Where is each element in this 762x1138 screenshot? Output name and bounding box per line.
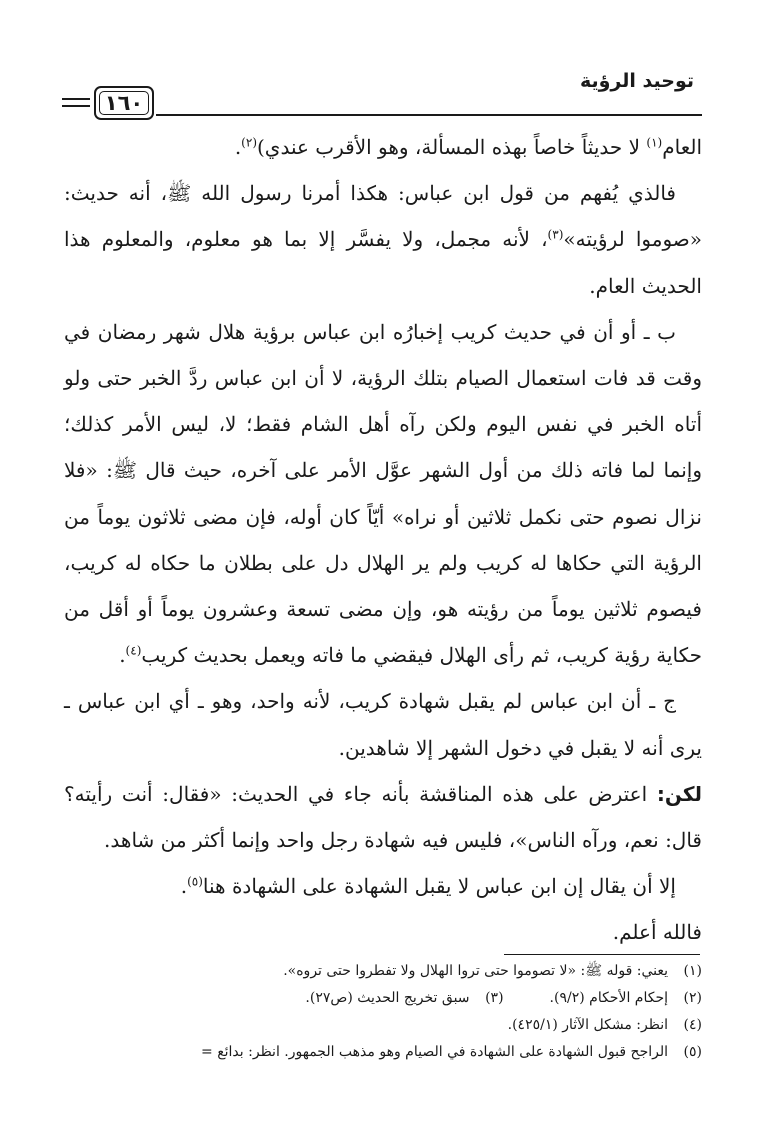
paragraph-lead: لكن: (656, 781, 702, 806)
text-run: فالذي يُفهم من قول ابن عباس: هكذا أمرنا رسول الله ﷺ، أنه حديث: «صوموا لرؤيته» (64, 181, 703, 252)
text-run: العام (662, 135, 702, 159)
footnote-ref-1: (١) (646, 135, 663, 150)
text-run: . (180, 874, 188, 899)
text-run: . (234, 135, 242, 159)
footnote-text: انظر: مشكل الآثار (٤٢٥/١). (507, 1017, 668, 1033)
footnote-ref-4: (٤) (125, 643, 142, 658)
text-run: لا حديثاً خاصاً بهذه المسألة، وهو الأقرب عندي) (257, 135, 647, 159)
paragraph-3 (64, 309, 702, 679)
text-run: . (119, 643, 126, 668)
footnote-ref-3: (٣) (547, 227, 564, 242)
paragraph-5 (64, 771, 702, 863)
footnote-text: الراجح قبول الشهادة على الشهادة في الصيام وهو مذهب الجمهور. انظر: بدائع = (201, 1044, 668, 1060)
footnote-4 (62, 1012, 702, 1039)
paragraph-6 (64, 863, 702, 909)
footnote-text: إحكام الأحكام (٩/٢). (549, 990, 668, 1006)
page-header (62, 68, 702, 118)
running-title: توحيد الرؤية (579, 70, 694, 92)
footnote-2 (62, 985, 702, 1012)
footnote-number: (٣) (485, 990, 504, 1006)
footnote-separator (504, 954, 700, 955)
footnote-5 (62, 1039, 702, 1066)
footnote-number: (١) (683, 963, 702, 979)
footnote-text: سبق تخريج الحديث (ص٢٧). (305, 990, 470, 1006)
paragraph-1 (64, 124, 702, 170)
paragraph-2 (64, 170, 702, 309)
footnote-ref-5: (٥) (187, 874, 203, 889)
footnote-1 (62, 958, 702, 985)
footnote-ref-2: (٢) (241, 135, 257, 150)
text-run: إلا أن يقال إن ابن عباس لا يقبل الشهادة على الشهادة هنا (202, 874, 676, 899)
text-run: ، لأنه مجمل، ولا يفسَّر إلا بما هو معلوم، والمعلوم هذا الحديث العام. (64, 227, 702, 298)
footnote-number: (٢) (683, 990, 702, 1006)
footnote-number: (٤) (683, 1017, 702, 1033)
paragraph-4: ج ـ أن ابن عباس لم يقبل شهادة كريب، لأنه واحد، وهو ـ أي ابن عباس ـ يرى أنه لا يقبل في دخول الشهر إلا شاهدين. (64, 689, 702, 760)
text-run: اعترض على هذه المناقشة بأنه جاء في الحديث: «فقال: أنت رأيته؟ قال: نعم، ورآه الناس»، فليس فيه شهادة رجل واحد وإنما أكثر من شاهد. (64, 781, 702, 853)
header-double-rule (62, 98, 90, 107)
footnotes (62, 958, 702, 1066)
page-number: ١٦٠ (94, 86, 154, 120)
footnote-number: (٥) (683, 1044, 702, 1060)
footnote-text: يعني: قوله ﷺ: «لا تصوموا حتى تروا الهلال ولا تفطروا حتى تروه». (283, 963, 668, 979)
header-rule (156, 114, 702, 116)
main-text (64, 124, 702, 956)
paragraph-7: فالله أعلم. (612, 920, 702, 945)
text-run: ب ـ أو أن في حديث كريب إخبارُه ابن عباس برؤية هلال شهر رمضان في وقت قد فات استعمال الصيام بتلك الرؤية، لا أن ابن عباس ردَّ الخبر حتى ولو أتاه الخبر في نفس اليوم ولكن رآه أهل الشام فقط؛ لا، ليس الأمر كذلك؛ وإنما لما فاته ذلك من أول الشهر عوَّل الأمر على آخره، حيث قال ﷺ: «فلا نزال نصوم حتى نكمل ثلاثين أو نراه» أيّاً كان أوله، فإن مضى ثلاثون يوماً من الرؤية التي حكاها له كريب ولم ير الهلال دل على بطلان ما حكاه له كريب، فيصوم ثلاثين يوماً من رؤيته هو، وإن مضى تسعة وعشرون يوماً أو أقل من حكاية رؤية كريب، ثم رأى الهلال فيقضي ما فاته ويعمل بحديث كريب (64, 319, 702, 668)
